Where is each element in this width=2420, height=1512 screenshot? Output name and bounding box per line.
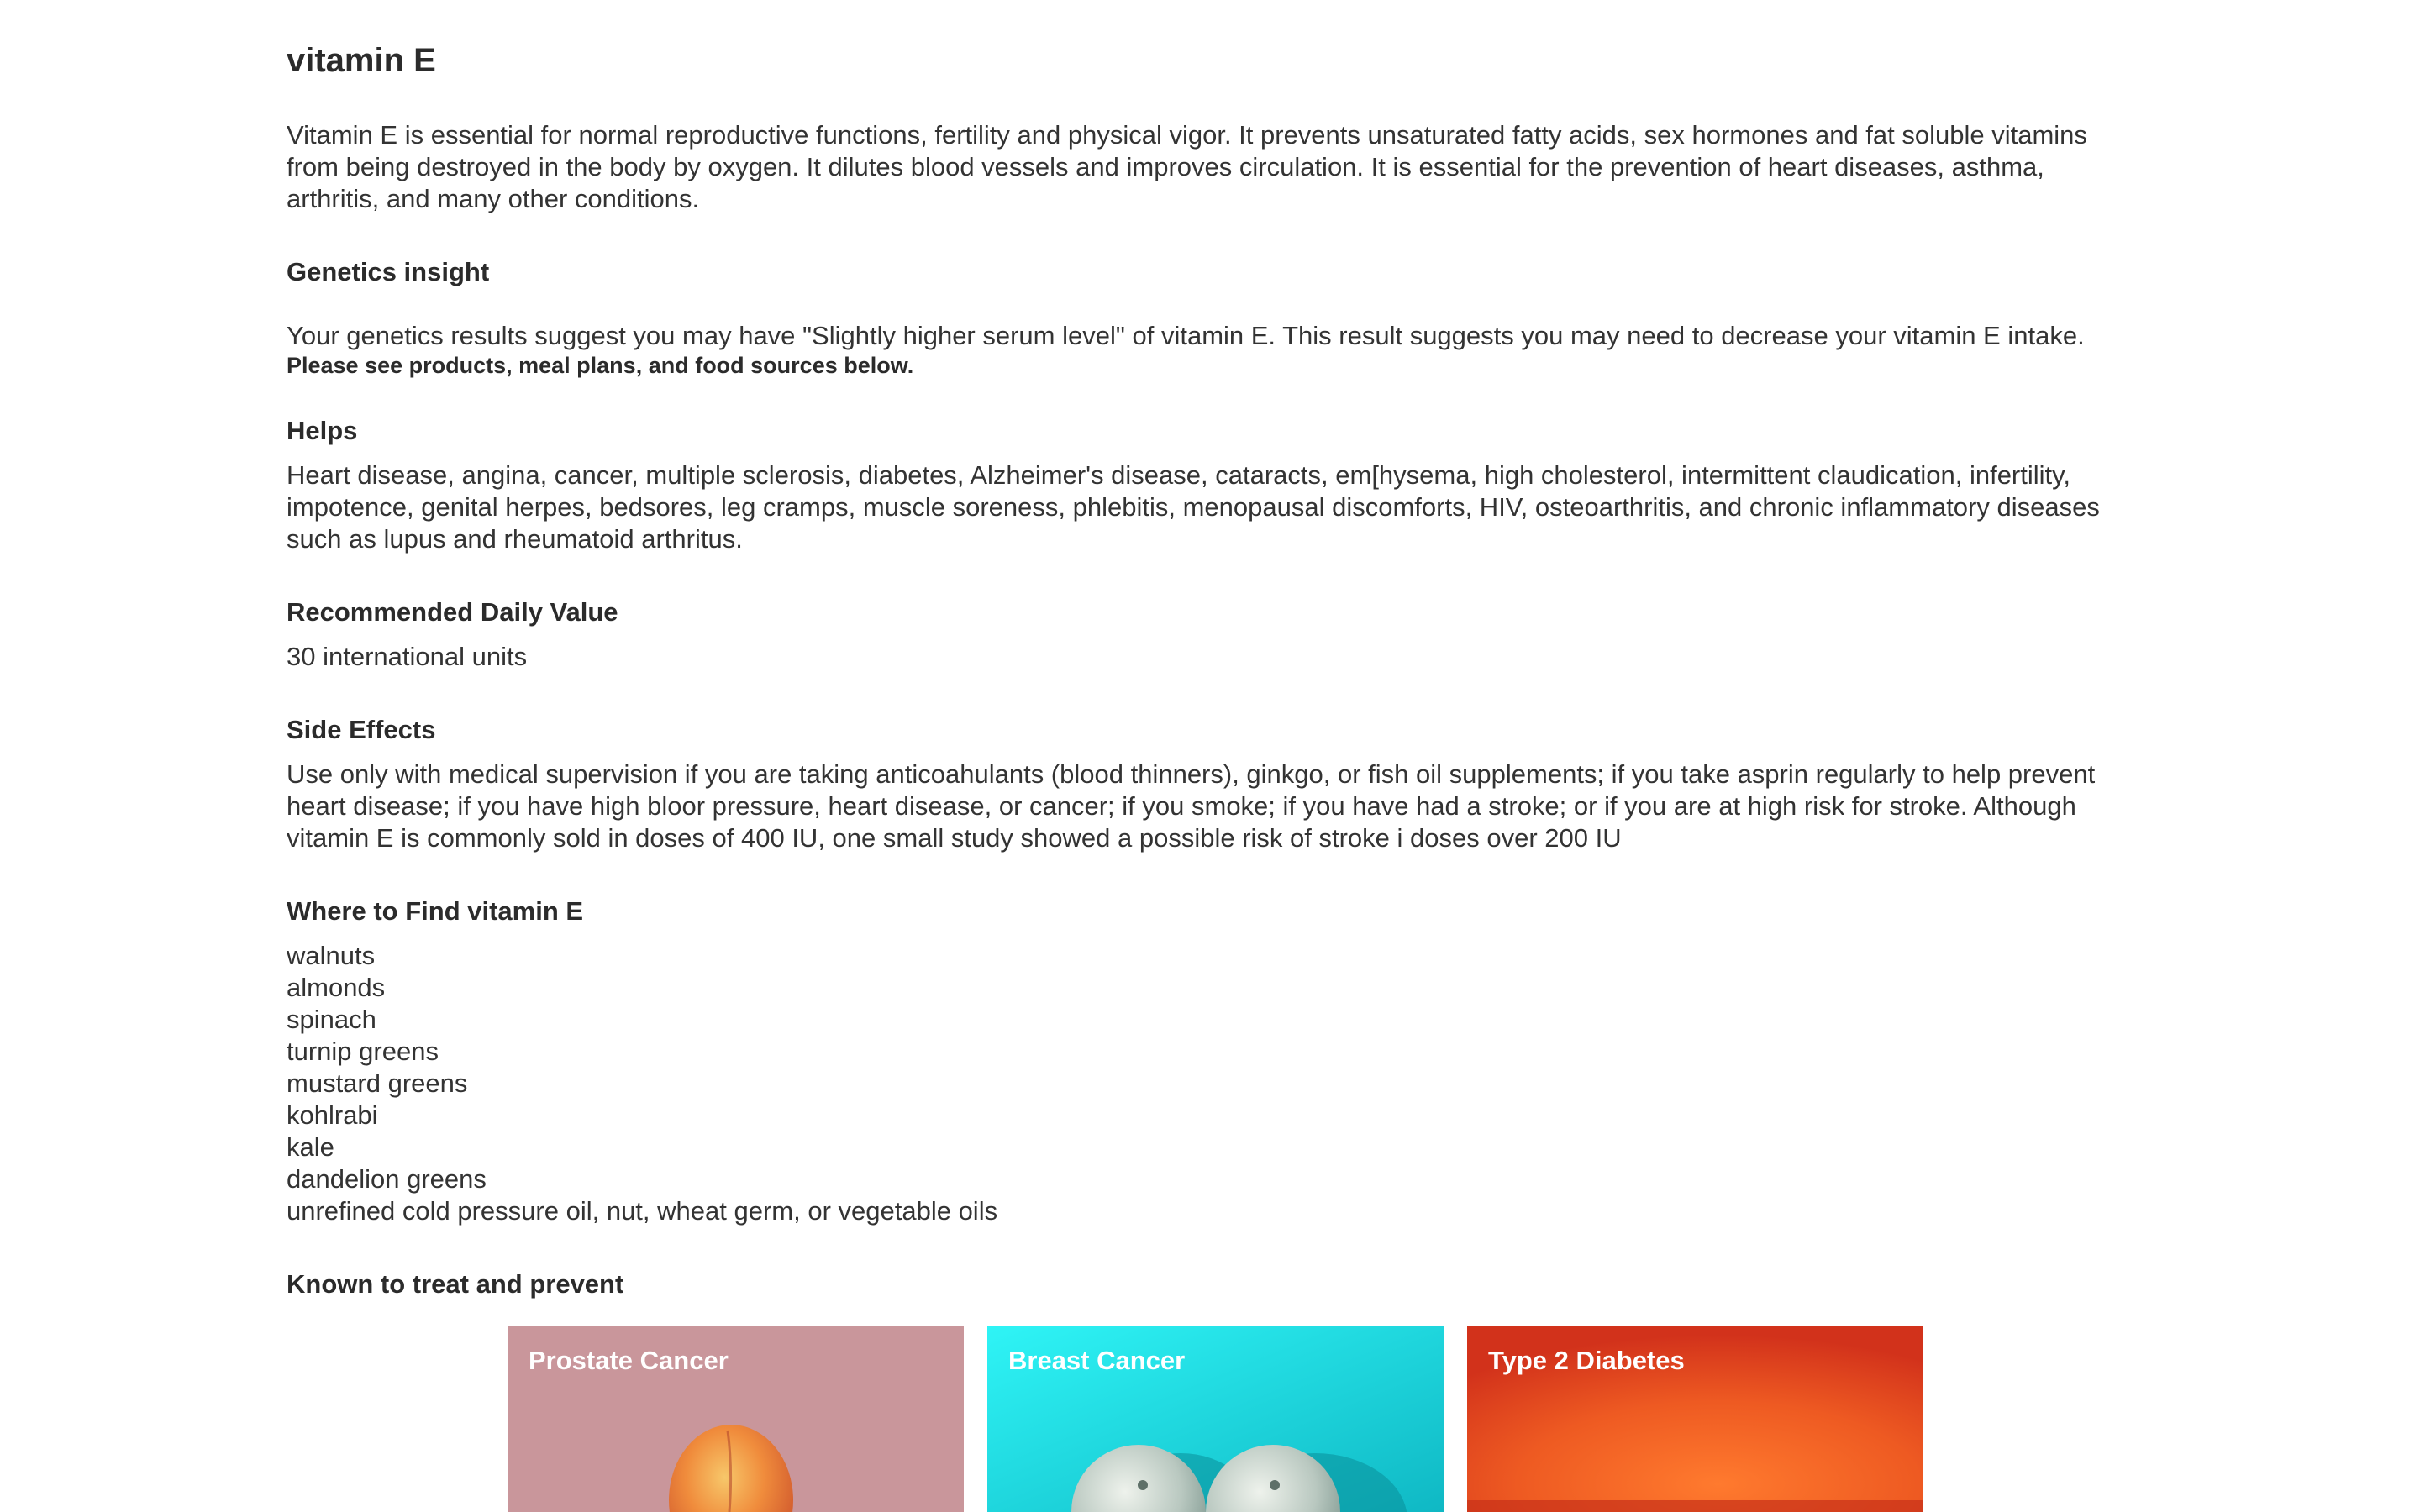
content <box>287 34 2144 1301</box>
helps-heading: Helps <box>287 416 358 445</box>
condition-cards <box>508 1326 1919 1512</box>
list-item: almonds <box>287 973 386 1002</box>
genetics-note: Please see products, meal plans, and food sources below. <box>287 353 914 378</box>
genetics-text: Your genetics results suggest you may have "Slightly higher serum level" of vitamin E. This result suggests you may need to decrease your vitamin E intake. <box>287 321 2085 350</box>
where-to-find-heading: Where to Find vitamin E <box>287 896 584 926</box>
side-effects-text: Use only with medical supervision if you are taking anticoahulants (blood thinners), ginkgo, or fish oil supplements; if you take asprin regularly to help prevent heart disease; if you have high bloor pressure, heart disease, or cancer; if you smoke; if you have had a stroke; or if you are at high risk for stroke. Although vitamin E is commonly sold in doses of 400 IU, one small study showed a possible risk of stroke i doses over 200 IU <box>287 759 2096 853</box>
condition-card-type-2-diabetes[interactable] <box>1467 1326 1923 1512</box>
list-item: dandelion greens <box>287 1164 487 1194</box>
list-item: kale <box>287 1132 334 1162</box>
condition-card-prostate-cancer[interactable] <box>508 1326 964 1512</box>
list-item: walnuts <box>287 941 376 970</box>
card-title: Type 2 Diabetes <box>1488 1346 1685 1375</box>
helps-text: Heart disease, angina, cancer, multiple sclerosis, diabetes, Alzheimer's disease, cataracts, em[hysema, high cholesterol, intermittent claudication, infertility, impotence, genital herpes, bedsores, leg cramps, muscle soreness, phlebitis, menopausal discomforts, HIV, osteoarthritis, and chronic inflammatory diseases such as lupus and rheumatoid arthritus. <box>287 460 2100 554</box>
condition-card-breast-cancer[interactable] <box>987 1326 1444 1512</box>
side-effects-heading: Side Effects <box>287 715 436 744</box>
list-item: unrefined cold pressure oil, nut, wheat germ, or vegetable oils <box>287 1196 998 1226</box>
list-item: turnip greens <box>287 1037 439 1066</box>
daily-value-text: 30 international units <box>287 642 528 671</box>
card-title: Breast Cancer <box>1008 1346 1186 1375</box>
list-item: spinach <box>287 1005 376 1034</box>
genetics-heading: Genetics insight <box>287 257 490 286</box>
daily-value-heading: Recommended Daily Value <box>287 597 618 627</box>
page-title: vitamin E <box>287 42 436 79</box>
list-item: kohlrabi <box>287 1100 378 1130</box>
card-title: Prostate Cancer <box>529 1346 729 1375</box>
description: Vitamin E is essential for normal reproductive functions, fertility and physical vigor. It prevents unsaturated fatty acids, sex hormones and fat soluble vitamins from being destroyed in the body by oxygen. It dilutes blood vessels and improves circulation. It is essential for the prevention of heart diseases, asthma, arthritis, and many other conditions. <box>287 120 2087 213</box>
food-source-list <box>287 940 2144 1227</box>
list-item: mustard greens <box>287 1068 468 1098</box>
known-to-treat-heading: Known to treat and prevent <box>287 1269 624 1299</box>
